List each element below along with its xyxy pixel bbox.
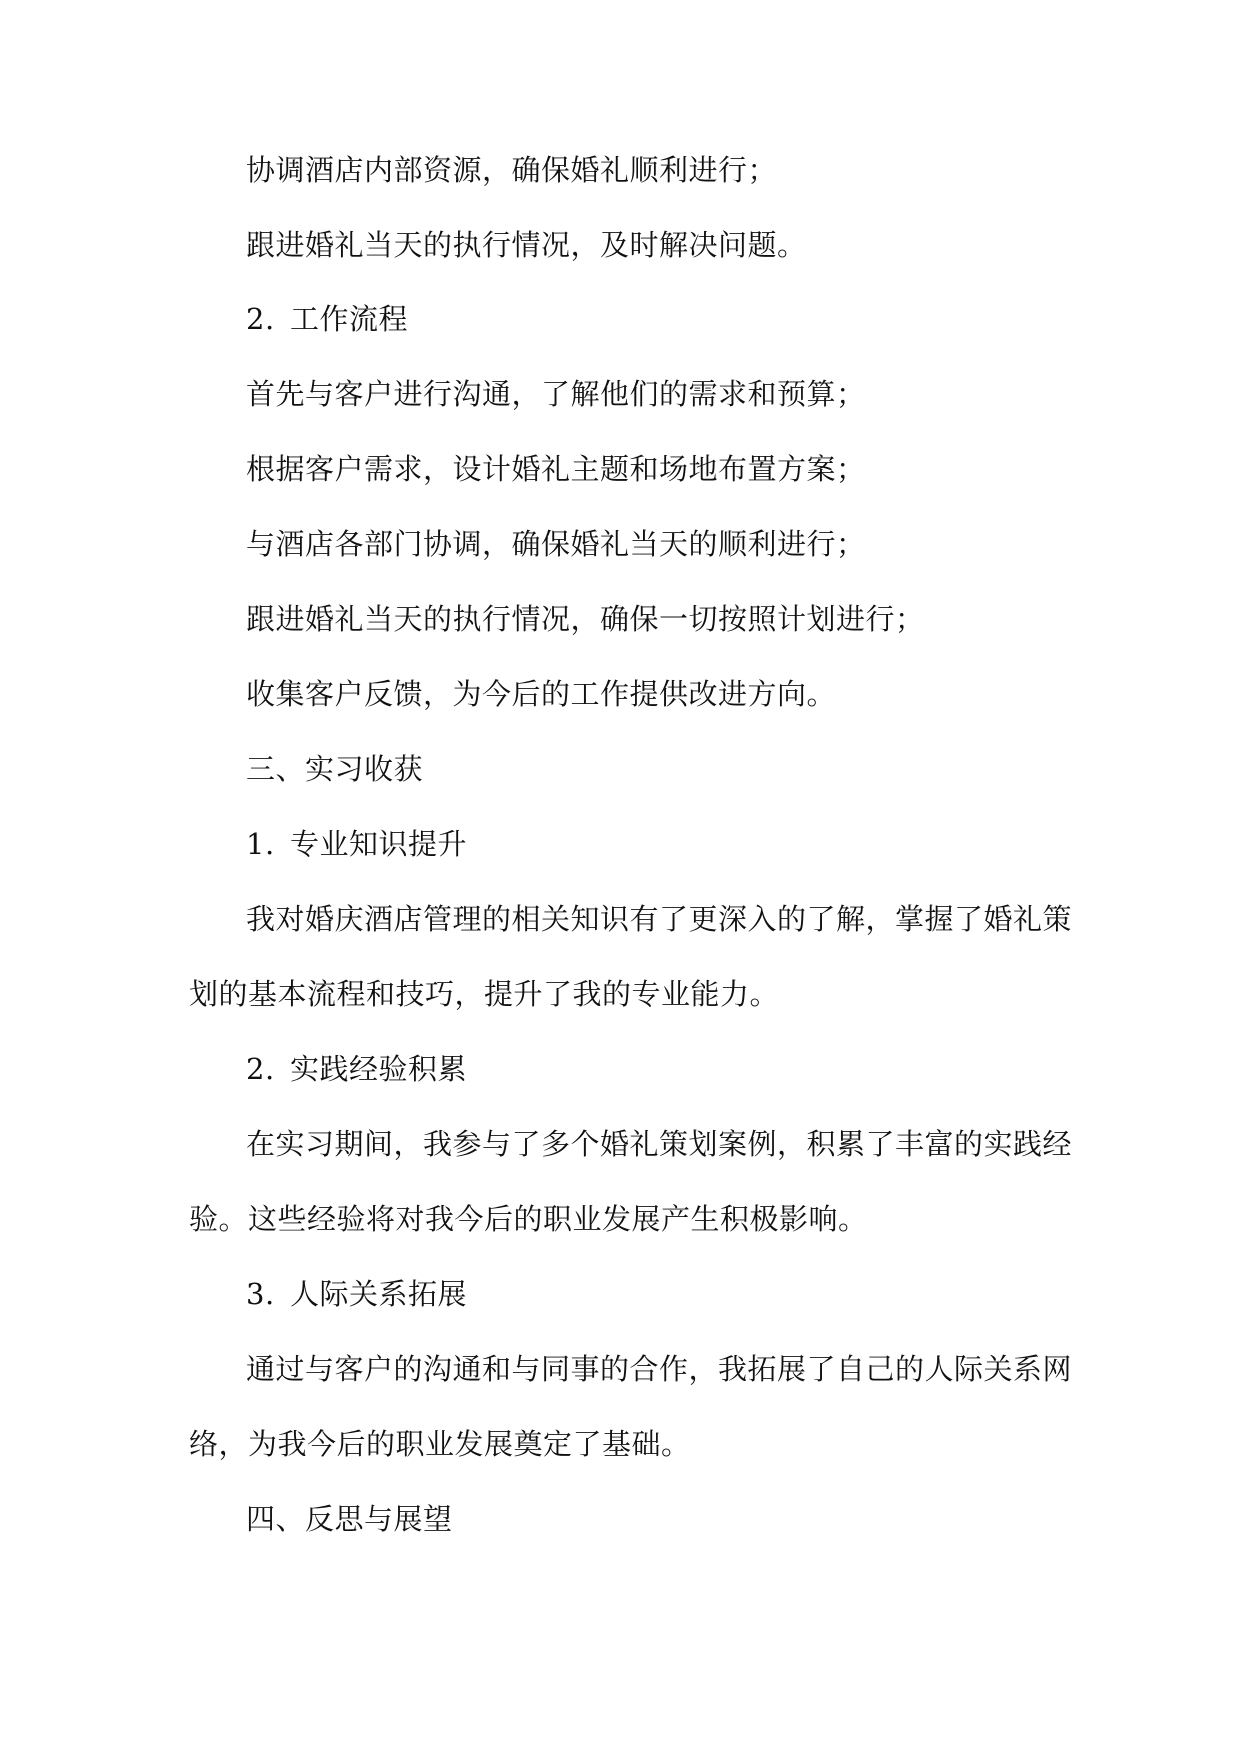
numbered-heading	[246, 1276, 467, 1312]
heading-text: 三、实习收获	[246, 752, 424, 786]
line-text: 在实习期间，我参与了多个婚礼策划案例，积累了丰富的实践经	[246, 1127, 1073, 1161]
heading-text: 专业知识提升	[290, 827, 468, 861]
line-text: 收集客户反馈，为今后的工作提供改进方向。	[246, 677, 837, 711]
paragraph-line	[189, 1426, 691, 1462]
line-text: 划的基本流程和技巧，提升了我的专业能力。	[189, 977, 780, 1011]
numbered-heading	[246, 301, 408, 337]
numbered-heading	[246, 826, 467, 862]
section-heading	[246, 1501, 453, 1537]
paragraph-line	[246, 676, 836, 712]
line-text: 协调酒店内部资源，确保婚礼顺利进行；	[246, 153, 778, 187]
line-text: 我对婚庆酒店管理的相关知识有了更深入的了解，掌握了婚礼策	[246, 902, 1073, 936]
heading-number: 2.	[246, 302, 275, 336]
paragraph-line	[246, 1351, 1072, 1387]
line-text: 根据客户需求，设计婚礼主题和场地布置方案；	[246, 452, 866, 486]
line-text: 首先与客户进行沟通，了解他们的需求和预算；	[246, 377, 866, 411]
paragraph-line	[246, 152, 777, 188]
line-text: 通过与客户的沟通和与同事的合作，我拓展了自己的人际关系网	[246, 1352, 1073, 1386]
paragraph-line	[246, 901, 1072, 937]
heading-text: 人际关系拓展	[290, 1277, 468, 1311]
paragraph-line	[189, 1201, 868, 1237]
heading-number: 1.	[246, 827, 275, 861]
line-text: 与酒店各部门协调，确保婚礼当天的顺利进行；	[246, 527, 866, 561]
line-text: 跟进婚礼当天的执行情况，确保一切按照计划进行；	[246, 602, 925, 636]
section-heading	[246, 751, 423, 787]
paragraph-line	[246, 376, 866, 412]
paragraph-line	[246, 1126, 1072, 1162]
heading-number: 3.	[246, 1277, 275, 1311]
heading-text: 四、反思与展望	[246, 1502, 453, 1536]
heading-number: 2.	[246, 1052, 275, 1086]
line-text: 验。这些经验将对我今后的职业发展产生积极影响。	[189, 1202, 868, 1236]
line-text: 络，为我今后的职业发展奠定了基础。	[189, 1427, 691, 1461]
paragraph-line	[246, 227, 807, 263]
line-text: 跟进婚礼当天的执行情况，及时解决问题。	[246, 228, 807, 262]
heading-text: 工作流程	[290, 302, 409, 336]
paragraph-line	[246, 601, 925, 637]
numbered-heading	[246, 1051, 467, 1087]
paragraph-line	[189, 976, 779, 1012]
heading-text: 实践经验积累	[290, 1052, 468, 1086]
paragraph-line	[246, 451, 866, 487]
paragraph-line	[246, 526, 866, 562]
